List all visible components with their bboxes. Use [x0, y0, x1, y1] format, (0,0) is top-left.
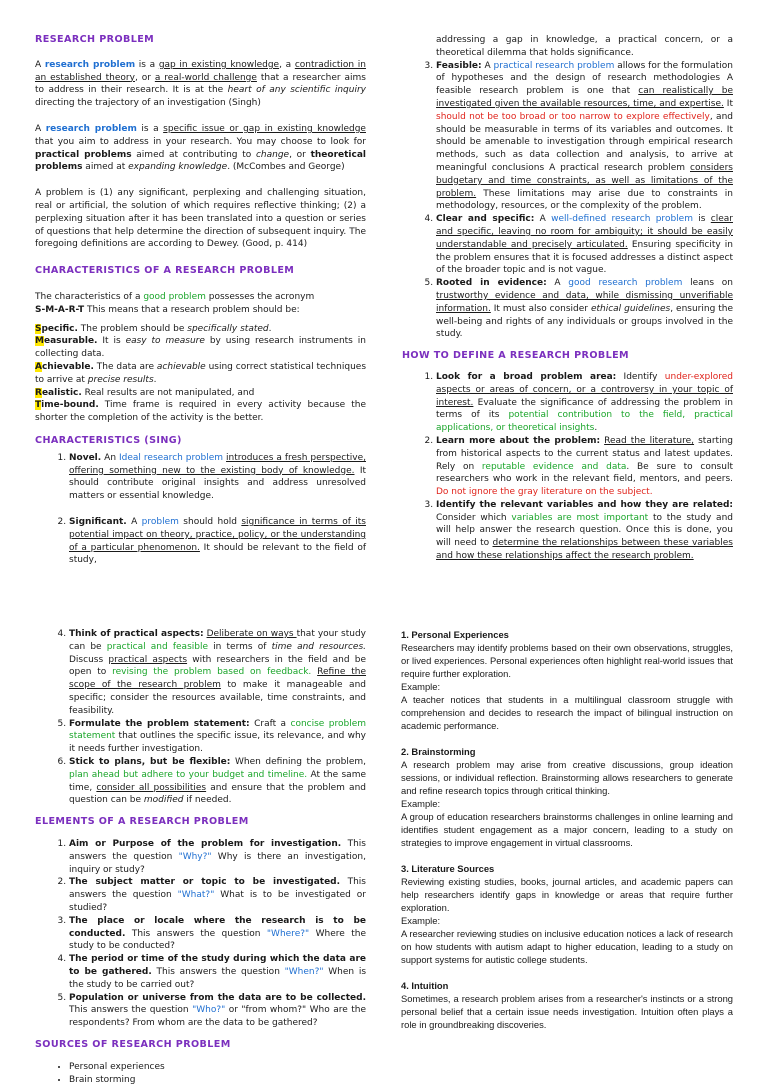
item-rooted-evidence: 5. Rooted in evidence: A good research problem leans on trustworthy evidence and data, while dismissing unverifiable information. It must also consider ethical guidelines, ensuring the well-being and rights of any individuals or groups involved in the study. — [436, 277, 733, 341]
sing-list — [35, 452, 366, 567]
top-right-column — [402, 34, 733, 563]
smart-item-measurable: Measurable. It is easy to measure by using research instruments in collecting data. — [35, 335, 366, 361]
smart-item-realistic: Realistic. Real results are not manipulated, and — [35, 387, 366, 400]
define-item-stick-to-plans: 6. Stick to plans, but be flexible: When defining the problem, plan ahead but adhere to your budget and timeline. At the same time, consider all possibilities and ensure that the problem and question can be modified if needed. — [69, 756, 366, 807]
sources-list — [35, 1061, 366, 1086]
characteristics-list-continued — [402, 60, 733, 342]
bottom-left-column — [35, 628, 366, 1086]
source-section-personal — [401, 628, 733, 732]
section-title-sources: SOURCES OF RESEARCH PROBLEM — [35, 1039, 366, 1052]
smart-item-specific: Specific. The problem should be specifically stated. — [35, 323, 366, 336]
source-section-intuition — [401, 979, 733, 1031]
smart-list — [35, 323, 366, 425]
example-label: Example: — [401, 914, 733, 927]
define-list-continued — [35, 628, 366, 807]
source-item: • Brain storming — [69, 1074, 366, 1086]
define-item-problem-statement: 5. Formulate the problem statement: Craft a concise problem statement that outlines the specific issue, its relevance, and why it needs further investigation. — [69, 718, 366, 756]
source-section-literature — [401, 862, 733, 966]
paragraph-dewey: A problem is (1) any significant, perplexing and challenging situation, real or artificial, the solution of which requires reflective thinking; (2) a perplexing situation after it has been translated into a question or series of questions that help determine the direction of subsequent inquiry. The foregoing definitions are according to Dewey. (Good, p. 414) — [35, 187, 366, 251]
section-title-characteristics-sing: CHARACTERISTICS (SING) — [35, 435, 366, 448]
example-label: Example: — [401, 680, 733, 693]
define-item-practical-aspects: 4. Think of practical aspects: Deliberate on ways that your study can be practical and feasible in terms of time and resources. Discuss practical aspects with researchers in the field and be open to revising the problem based on feedback. Refine the scope of the research problem to make it manageable and specific; consider the resources available, time constraints, and feasibility. — [69, 628, 366, 718]
source-section-title: 1. Personal Experiences — [401, 628, 733, 641]
define-item-variables: 3. Identify the relevant variables and how they are related: Consider which variables are most important to the study and will help answer the research question. Once this is done, you will need to determine the relationships between these variables and how these relationships affect the research problem. — [436, 499, 733, 563]
top-left-column — [35, 34, 366, 567]
item-feasible: 3. Feasible: A practical research problem allows for the formulation of hypotheses and the design of research methodologies A feasible research problem is one that can realistically be investigated given the available resources, time, and expertise. It should not be too broad or too narrow to explore effectively, and should be measurable in terms of its variables and outcomes. It should be amenable to investigation through empirical research methods, such as data collection and analysis, to arrive at meaningful conclusions A practical research problem considers budgetary and time constraints, as well as limitations of the problem. These limitations may arise due to constraints in methodology, resources, or the complexity of the problem. — [436, 60, 733, 214]
characteristics-intro: The characteristics of a good problem possesses the acronym S-M-A-R-T This means that a research problem should be: — [35, 291, 366, 317]
define-item-learn-more: 2. Learn more about the problem: Read the literature, starting from historical aspects to the current status and latest updates. Rely on reputable evidence and data. Be sure to consult researchers who work in the relevant field, mentors, and peers. Do not ignore the gray literature on the subject. — [436, 435, 733, 499]
sing-item-significant: 2. Significant. A problem should hold significance in terms of its potential impact on theory, practice, policy, or the understanding of a particular phenomenon. It should be relevant to the field of study, — [69, 516, 366, 567]
smart-item-achievable: Achievable. The data are achievable using correct statistical techniques to arrive at precise results. — [35, 361, 366, 387]
source-section-title: 2. Brainstorming — [401, 745, 733, 758]
significant-continuation: addressing a gap in knowledge, a practical concern, or a theoretical dilemma that holds significance. — [402, 34, 733, 60]
sing-item-novel: 1. Novel. An Ideal research problem introduces a fresh perspective, offering something new to the existing body of knowledge. It should contribute original insights and address unresolved matters or essential knowledge. — [69, 452, 366, 503]
source-section-body: Researchers may identify problems based on their own observations, struggles, or lived experiences. Personal experiences often highlight real-world issues that require further exploration. — [401, 641, 733, 680]
element-item-aim: 1. Aim or Purpose of the problem for investigation. This answers the question "Why?" Why is there an investigation, inquiry or study? — [69, 838, 366, 876]
source-section-body: Sometimes, a research problem arises from a researcher's instincts or a strong personal belief that a certain issue needs investigation. Intuition often plays a role in groundbreaking discoveries. — [401, 992, 733, 1031]
section-title-characteristics: CHARACTERISTICS OF A RESEARCH PROBLEM — [35, 265, 366, 278]
section-title-how-to-define: HOW TO DEFINE A RESEARCH PROBLEM — [402, 350, 733, 363]
example-text: A researcher reviewing studies on inclusive education notices a lack of research on how students with autism adapt to higher education, leading to a study on support systems for autistic college students. — [401, 927, 733, 966]
source-section-title: 4. Intuition — [401, 979, 733, 992]
bottom-right-column — [401, 628, 733, 1031]
element-item-period: 4. The period or time of the study during which the data are to be gathered. This answers the question "When?" When is the study to be carried out? — [69, 953, 366, 991]
source-section-brainstorming — [401, 745, 733, 849]
smart-item-time-bound: Time-bound. Time frame is required in every activity because the shorter the completion of the activity is the better. — [35, 399, 366, 425]
example-text: A teacher notices that students in a multilingual classroom struggle with comprehension and decides to research the impact of bilingual instruction on academic performance. — [401, 693, 733, 732]
element-item-population: 5. Population or universe from the data are to be collected. This answers the question "Who?" or "from whom?" Who are the respondents? From whom are the data to be gathered? — [69, 992, 366, 1030]
define-item-broad-area: 1. Look for a broad problem area: Identify under-explored aspects or areas of concern, or a controversy in your topic of interest. Evaluate the significance of addressing the problem in terms of its potential contribution to the field, practical applications, or theoretical insights. — [436, 371, 733, 435]
source-section-body: Reviewing existing studies, books, journal articles, and academic papers can help researchers identify gaps in knowledge or areas that require further exploration. — [401, 875, 733, 914]
item-clear-specific: 4. Clear and specific: A well-defined research problem is clear and specific, leaving no room for ambiguity; it should be easily understandable and precisely articulated. Ensuring specificity in the problem ensures that it is focused addresses a distinct aspect of the broader topic and is not vague. — [436, 213, 733, 277]
source-section-title: 3. Literature Sources — [401, 862, 733, 875]
element-item-place: 3. The place or locale where the research is to be conducted. This answers the question "Where?" Where the study to be conducted? — [69, 915, 366, 953]
paragraph-singh: A research problem is a gap in existing knowledge, a contradiction in an established theory, or a real-world challenge that a researcher aims to address in their research. It is at the heart of any scientific inquiry directing the trajectory of an investigation (Singh) — [35, 59, 366, 110]
example-label: Example: — [401, 797, 733, 810]
source-item: • Personal experiences — [69, 1061, 366, 1074]
section-title-research-problem: RESEARCH PROBLEM — [35, 34, 366, 47]
define-list — [402, 371, 733, 563]
example-text: A group of education researchers brainstorms challenges in online learning and identifies student engagement as a major concern, leading to a study on strategies to improve engagement in virtual classrooms. — [401, 810, 733, 849]
paragraph-mccombes: A research problem is a specific issue or gap in existing knowledge that you aim to address in your research. You may choose to look for practical problems aimed at contributing to change, or theoretical problems aimed at expanding knowledge. (McCombes and George) — [35, 123, 366, 174]
element-item-subject: 2. The subject matter or topic to be investigated. This answers the question "What?" What is to be investigated or studied? — [69, 876, 366, 914]
elements-list — [35, 838, 366, 1030]
source-section-body: A research problem may arise from creative discussions, group ideation sessions, or individual reflection. Brainstorming allows researchers to generate and refine research topics through critical thinking. — [401, 758, 733, 797]
section-title-elements: ELEMENTS OF A RESEARCH PROBLEM — [35, 816, 366, 829]
